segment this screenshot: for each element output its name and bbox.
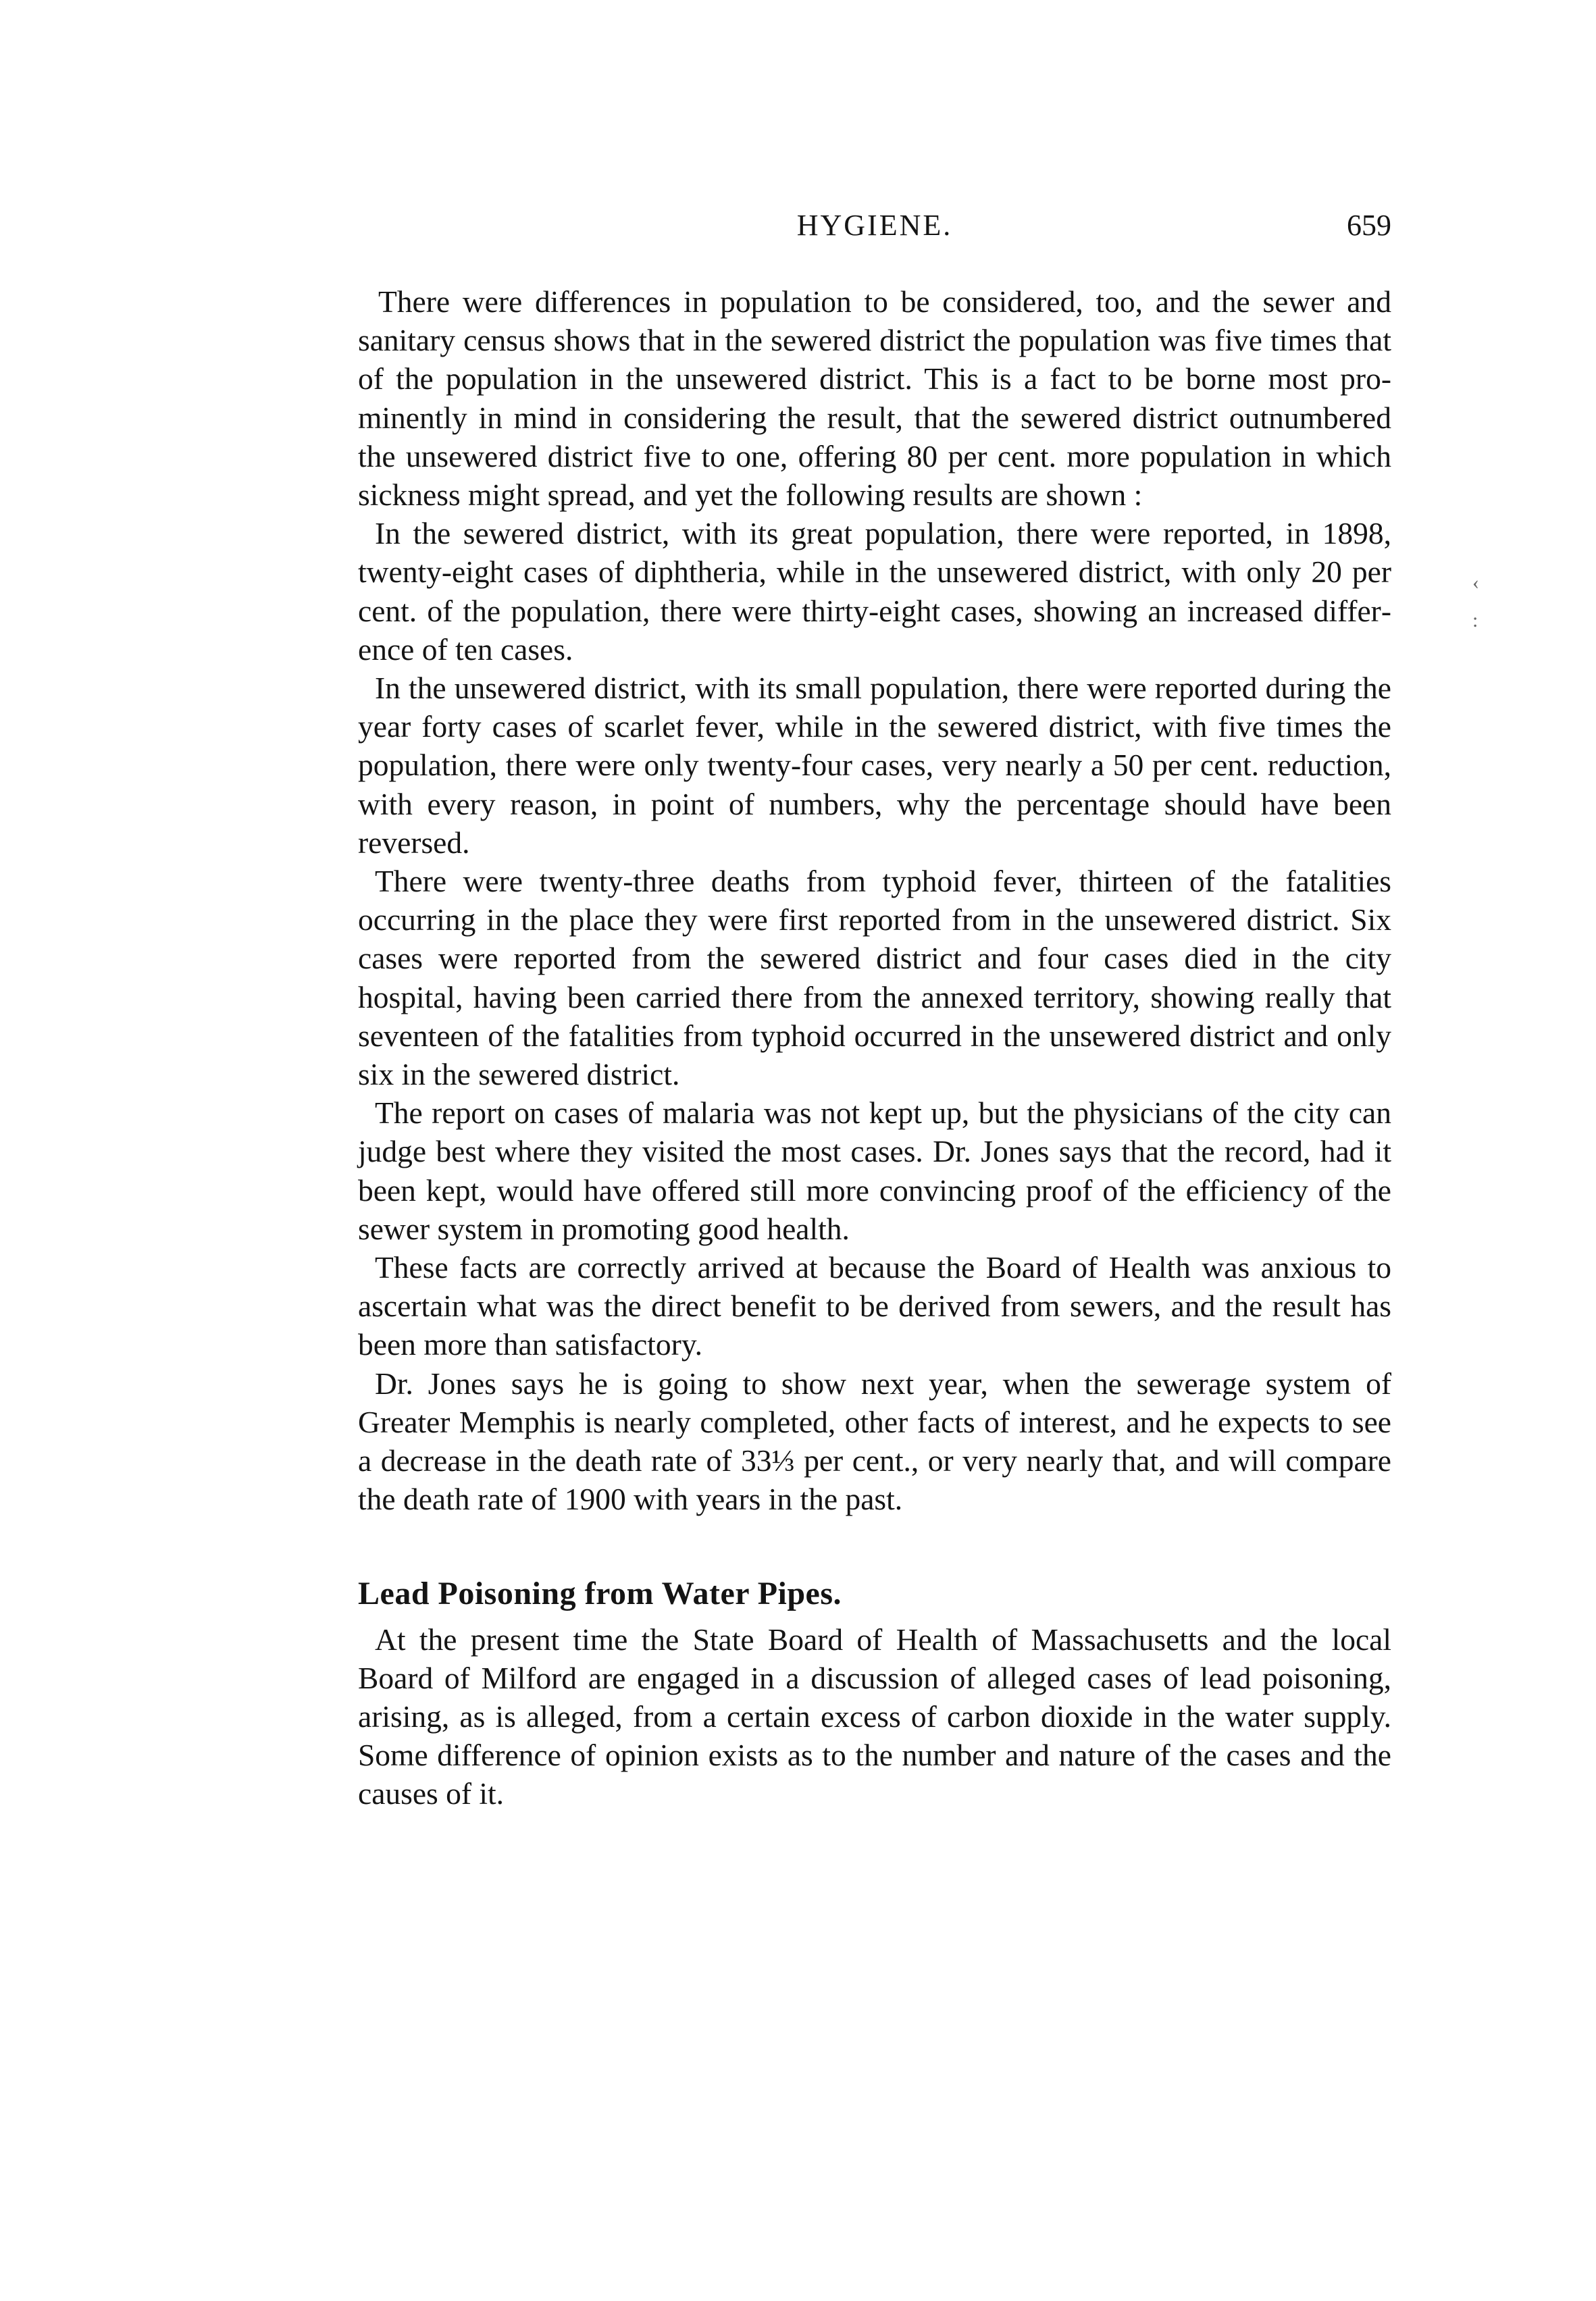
- margin-mark: :: [1472, 609, 1478, 631]
- section-heading: Lead Poisoning from Water Pipes.: [358, 1575, 842, 1611]
- paragraph: The report on cases of malaria was not kept up, but the physicians of the city can judge best where they visited the most cases. Dr. Jones says that the record, had it been kept, would have offered still more convincing proof of the efficiency of the sewer system in promoting good health.: [358, 1095, 1391, 1246]
- running-head: [358, 208, 1391, 255]
- page-number: 659: [1347, 209, 1391, 242]
- paragraph: These facts are correctly arrived at because the Board of Health was anxious to ascertain what was the direct benefit to be derived from sewers, and the result has been more than satisfactory.: [358, 1250, 1391, 1362]
- paragraph: Dr. Jones says he is going to show next year, when the sewerage system of Greater Memphis is nearly completed, other facts of interest, and he expects to see a decrease in the death rate of 33⅓ per cent., or very nearly that, and will compare the death rate of 1900 with years in the past.: [358, 1366, 1391, 1517]
- section-paragraph: At the present time the State Board of Health of Massachusetts and the local Board of Milford are engaged in a discussion of alleged cases of lead poisoning, arising, as is alleged, from a certain excess of carbon dioxide in the water supply. Some difference of opinion exists as to the number and nature of the cases and the causes of it.: [358, 1622, 1391, 1811]
- body-text: [358, 282, 1391, 1813]
- paragraph: There were differences in population to be considered, too, and the sewer and sanitary census shows that in the sewered district the population was five times that of the population in the unsewered district. This is a fact to be borne most prominently in mind in considering the result, that the sewered district outnumbered the unsewered district five to one, offering 80 per cent. more population in which sickness might spread, and yet the following results are shown :: [358, 284, 1391, 513]
- paragraph: In the sewered district, with its great population, there were reported, in 1898, twenty-eight cases of diphtheria, while in the unsewered district, with only 20 per cent. of the population, there were thirty-eight cases, showing an increased difference of ten cases.: [358, 516, 1391, 667]
- paragraph: In the unsewered district, with its small population, there were reported during the year forty cases of scarlet fever, while in the sewered district, with five times the population, there were only twenty-four cases, very nearly a 50 per cent. reduction, with every reason, in point of numbers, why the percentage should have been reversed.: [358, 671, 1391, 860]
- paragraph: There were twenty-three deaths from typhoid fever, thirteen of the fatalities occurring in the place they were first reported from in the unsewered district. Six cases were reported from the sewered district and four cases died in the city hospital, having been carried there from the annexed territory, showing really that seventeen of the fatalities from typhoid occurred in the unsewered district and only six in the sewered district.: [358, 864, 1391, 1092]
- running-title: HYGIENE.: [796, 209, 953, 242]
- margin-mark: ‹: [1472, 571, 1479, 594]
